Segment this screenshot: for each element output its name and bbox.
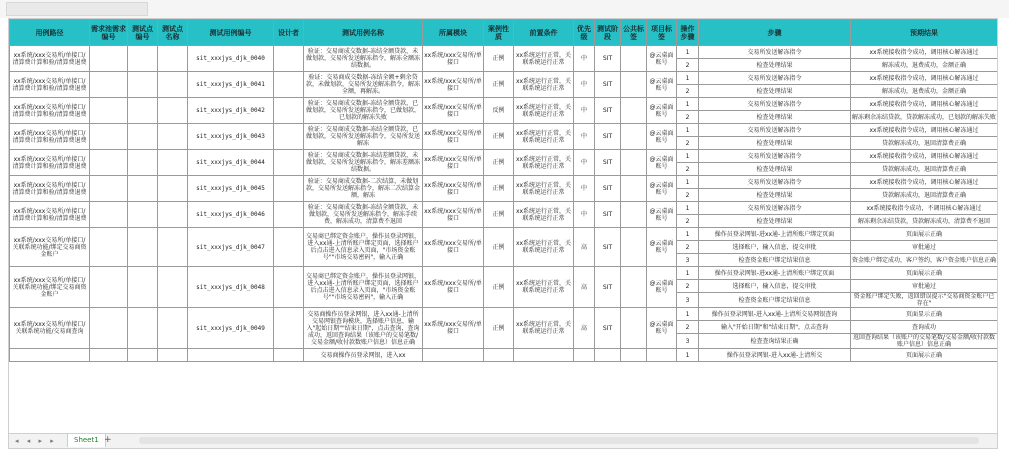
cell-stage[interactable]: SIT: [595, 98, 621, 124]
cell-point-name[interactable]: [158, 202, 188, 228]
header-cell-project-tag[interactable]: 项目标签: [647, 20, 677, 46]
cell-module[interactable]: xx系统/xxx交易所/单接口: [423, 72, 484, 98]
cell-step-no[interactable]: 1: [677, 124, 699, 137]
cell-designer[interactable]: [274, 349, 304, 362]
cell-expected[interactable]: 解冻剩余冻结贷款，贷款解冻成功，已划款的解冻失败: [851, 111, 998, 124]
cell-step[interactable]: 检查处理结果: [699, 163, 851, 176]
cell-project-tag[interactable]: @云桌面账号: [647, 124, 677, 150]
cell-point-name[interactable]: [158, 72, 188, 98]
header-cell-point-no[interactable]: 测试点编号: [128, 20, 158, 46]
cell-stage[interactable]: SIT: [595, 150, 621, 176]
cell-step[interactable]: 交易所发送解冻指令: [699, 124, 851, 137]
cell-step[interactable]: 交易所发送解冻指令: [699, 202, 851, 215]
cell-path[interactable]: xx系统/xxx交易所/单接口/清算费计算和验/清算费退费: [10, 176, 90, 202]
cell-step[interactable]: 检查处理结果: [699, 85, 851, 98]
cell-point-no[interactable]: [128, 202, 158, 228]
table-row: [10, 176, 998, 189]
cell-expected[interactable]: 解冻成功，退费成功，金额正确: [851, 85, 998, 98]
cell-path[interactable]: xx系统/xxx交易所/单接口/关联系统功能/绑定交易商资金账户: [10, 228, 90, 267]
cell-stage[interactable]: [595, 349, 621, 362]
cell-point-name[interactable]: [158, 228, 188, 267]
cell-precondition[interactable]: xx系统运行正常，关联系统运行正常: [514, 228, 574, 267]
header-cell-public-tag[interactable]: 公共标签: [621, 20, 647, 46]
cell-step-no[interactable]: 1: [677, 98, 699, 111]
cell-nature[interactable]: 正例: [484, 228, 514, 267]
cell-step-no[interactable]: 2: [677, 137, 699, 150]
cell-precondition[interactable]: xx系统运行正常，关联系统运行正常: [514, 176, 574, 202]
cell-module[interactable]: [423, 349, 484, 362]
cell-step[interactable]: 交易所发送解冻指令: [699, 46, 851, 59]
sheet-tab-bar: [8, 433, 998, 449]
cell-designer[interactable]: [274, 124, 304, 150]
cell-designer[interactable]: [274, 308, 304, 349]
cell-nature[interactable]: 正例: [484, 308, 514, 349]
cell-step[interactable]: 操作员登录网银-进xx通-上清所账户绑定页面: [699, 267, 851, 280]
cell-module[interactable]: xx系统/xxx交易所/单接口: [423, 46, 484, 72]
header-cell-case-id[interactable]: 测试用例编号: [188, 20, 274, 46]
table-row: [10, 228, 998, 241]
cell-expected[interactable]: 贷款解冻成功，退回清算费正确: [851, 137, 998, 150]
cell-priority[interactable]: 中: [574, 202, 595, 228]
cell-expected[interactable]: 贷款解冻成功，退回清算费正确: [851, 163, 998, 176]
cell-step[interactable]: 选择账户，输入信息，提交审批: [699, 280, 851, 293]
cell-project-tag[interactable]: @云桌面账号: [647, 228, 677, 267]
cell-point-name[interactable]: [158, 124, 188, 150]
header-cell-designer[interactable]: 设计者: [274, 20, 304, 46]
cell-public-tag[interactable]: [621, 98, 647, 124]
header-cell-nature[interactable]: 案例性质: [484, 20, 514, 46]
cell-req-id[interactable]: [90, 202, 128, 228]
cell-stage[interactable]: SIT: [595, 308, 621, 349]
cell-priority[interactable]: 高: [574, 308, 595, 349]
cell-point-name[interactable]: [158, 176, 188, 202]
cell-point-no[interactable]: [128, 267, 158, 308]
cell-case-id[interactable]: sit_xxxjys_djk_0045: [188, 176, 274, 202]
cell-point-name[interactable]: [158, 267, 188, 308]
cell-expected[interactable]: xx系统接收指令成功，不调用核心解冻通过: [851, 202, 998, 215]
cell-module[interactable]: xx系统/xxx交易所/单接口: [423, 176, 484, 202]
cell-point-no[interactable]: [128, 46, 158, 72]
sheet-nav-arrows-icon[interactable]: ◂ ◂ ▸ ▸: [15, 437, 57, 445]
cell-expected[interactable]: 页面展示正确: [851, 228, 998, 241]
cell-expected[interactable]: 页面展示正确: [851, 267, 998, 280]
cell-step-no[interactable]: 1: [677, 202, 699, 215]
cell-path[interactable]: xx系统/xxx交易所/单接口/清算费计算和验/清算费退费: [10, 124, 90, 150]
cell-expected[interactable]: 解冻剩余冻结贷款，贷款解冻成功，清算费不退回: [851, 215, 998, 228]
cell-case-id[interactable]: sit_xxxjys_djk_0042: [188, 98, 274, 124]
cell-step[interactable]: 操作员登录网银-进入xx通-上清所交易网银查询: [699, 308, 851, 321]
cell-step-no[interactable]: 2: [677, 280, 699, 293]
cell-step[interactable]: 检查处理结果: [699, 137, 851, 150]
spreadsheet-area[interactable]: [8, 18, 998, 435]
cell-path[interactable]: xx系统/xxx交易所/单接口/清算费计算和验/清算费退费: [10, 72, 90, 98]
table-body: [10, 46, 998, 362]
cell-step[interactable]: 交易所发送解冻指令: [699, 98, 851, 111]
cell-point-name[interactable]: [158, 46, 188, 72]
cell-case-id[interactable]: sit_xxxjys_djk_0041: [188, 72, 274, 98]
cell-step-no[interactable]: 2: [677, 215, 699, 228]
cell-expected[interactable]: xx系统接收指令成功，调用核心解冻通过: [851, 72, 998, 85]
table-row: [10, 150, 998, 163]
header-cell-path[interactable]: 用例路径: [10, 20, 90, 46]
header-cell-precondition[interactable]: 前置条件: [514, 20, 574, 46]
cell-step[interactable]: 操作员登录网银-进入xx通-上清所交: [699, 349, 851, 362]
cell-public-tag[interactable]: [621, 349, 647, 362]
cell-precondition[interactable]: xx系统运行正常，关联系统运行正常: [514, 46, 574, 72]
cell-module[interactable]: xx系统/xxx交易所/单接口: [423, 124, 484, 150]
cell-module[interactable]: xx系统/xxx交易所/单接口: [423, 202, 484, 228]
cell-req-id[interactable]: [90, 176, 128, 202]
table-row: [10, 308, 998, 321]
cell-precondition[interactable]: xx系统运行正常，关联系统运行正常: [514, 124, 574, 150]
horizontal-scrollbar[interactable]: [139, 437, 979, 444]
sheet-tab[interactable]: Sheet1: [67, 434, 106, 447]
cell-nature[interactable]: 正例: [484, 150, 514, 176]
header-cell-req-id[interactable]: 需求池需求编号: [90, 20, 128, 46]
test-case-table: [9, 19, 998, 362]
cell-expected[interactable]: 解冻成功，退费成功，金额正确: [851, 59, 998, 72]
cell-step-no[interactable]: 1: [677, 228, 699, 241]
cell-public-tag[interactable]: [621, 46, 647, 72]
cell-public-tag[interactable]: [621, 176, 647, 202]
cell-step[interactable]: 检查资金账户绑定结果信息: [699, 254, 851, 267]
cell-expected[interactable]: xx系统接收指令成功，调用核心解冻通过: [851, 150, 998, 163]
cell-step-no[interactable]: 2: [677, 321, 699, 334]
cell-point-no[interactable]: [128, 150, 158, 176]
cell-nature[interactable]: 正例: [484, 72, 514, 98]
toolbar-button[interactable]: [6, 2, 148, 16]
cell-req-id[interactable]: [90, 98, 128, 124]
header-row: [10, 20, 998, 46]
cell-expected[interactable]: 资金账户绑定成功，客户签约，客户资金账户信息正确: [851, 254, 998, 267]
cell-point-no[interactable]: [128, 228, 158, 267]
cell-expected[interactable]: xx系统接收指令成功，调用核心解冻通过: [851, 98, 998, 111]
cell-case-name[interactable]: 验证：交易商成交数据-冻结全额贷款，已做划款，交易所发送解冻指令，交易所发送解冻: [304, 124, 423, 150]
cell-step-no[interactable]: 1: [677, 72, 699, 85]
table-row: [10, 124, 998, 137]
cell-step[interactable]: 选择账户，输入信息，提交审批: [699, 241, 851, 254]
cell-req-id[interactable]: [90, 150, 128, 176]
header-cell-module[interactable]: 所属模块: [423, 20, 484, 46]
cell-expected[interactable]: 审批通过: [851, 241, 998, 254]
cell-project-tag[interactable]: @云桌面账号: [647, 150, 677, 176]
cell-precondition[interactable]: xx系统运行正常，关联系统运行正常: [514, 98, 574, 124]
cell-designer[interactable]: [274, 98, 304, 124]
cell-stage[interactable]: SIT: [595, 267, 621, 308]
cell-expected[interactable]: 返回查询结果（该账户的交易笔数/交易金额/收付款数账户信息）信息正确: [851, 334, 998, 349]
cell-nature[interactable]: 正例: [484, 124, 514, 150]
cell-req-id[interactable]: [90, 228, 128, 267]
cell-expected[interactable]: 页面展示正确: [851, 349, 998, 362]
cell-expected[interactable]: 资金账户绑定失败，返回错误提示"交易商资金账户已存在": [851, 293, 998, 308]
cell-precondition[interactable]: xx系统运行正常，关联系统运行正常: [514, 202, 574, 228]
cell-case-id[interactable]: sit_xxxjys_djk_0048: [188, 267, 274, 308]
cell-req-id[interactable]: [90, 46, 128, 72]
cell-case-name[interactable]: 验证：交易商成交数据-二次结算，未做划款，交易所发送解冻指令，解冻二次结算金额，解冻: [304, 176, 423, 202]
cell-module[interactable]: xx系统/xxx交易所/单接口: [423, 228, 484, 267]
cell-project-tag[interactable]: @云桌面账号: [647, 46, 677, 72]
cell-step[interactable]: 交易所发送解冻指令: [699, 176, 851, 189]
cell-point-no[interactable]: [128, 308, 158, 349]
header-cell-priority[interactable]: 优先级: [574, 20, 595, 46]
cell-nature[interactable]: 反例: [484, 98, 514, 124]
cell-step-no[interactable]: 1: [677, 46, 699, 59]
cell-point-name[interactable]: [158, 308, 188, 349]
cell-project-tag[interactable]: @云桌面账号: [647, 72, 677, 98]
cell-expected[interactable]: xx系统接收指令成功，调用核心解冻通过: [851, 124, 998, 137]
cell-nature[interactable]: [484, 349, 514, 362]
cell-expected[interactable]: xx系统接收指令成功，调用核心解冻通过: [851, 46, 998, 59]
cell-project-tag[interactable]: [647, 349, 677, 362]
cell-public-tag[interactable]: [621, 202, 647, 228]
app-toolbar: [0, 0, 1009, 18]
table-row: [10, 46, 998, 59]
cell-step[interactable]: 检查处理结果: [699, 215, 851, 228]
cell-path[interactable]: xx系统/xxx交易所/单接口/清算费计算和验/清算费退费: [10, 98, 90, 124]
cell-step[interactable]: 检查资金账户绑定结果信息: [699, 293, 851, 308]
cell-module[interactable]: xx系统/xxx交易所/单接口: [423, 267, 484, 308]
cell-case-name[interactable]: 交易商已绑定资金账户，操作员登录网银，进入xx通-上清所账户绑定页面，选择账户后点击进入信息录入页面，"市场资金账号""市场交易密码"，输入正确: [304, 228, 423, 267]
cell-path[interactable]: [10, 349, 90, 362]
cell-step-no[interactable]: 2: [677, 59, 699, 72]
header-cell-step[interactable]: 步骤: [699, 20, 851, 46]
cell-precondition[interactable]: xx系统运行正常，关联系统运行正常: [514, 308, 574, 349]
cell-point-name[interactable]: [158, 98, 188, 124]
cell-point-no[interactable]: [128, 176, 158, 202]
cell-point-no[interactable]: [128, 124, 158, 150]
cell-case-name[interactable]: 验证：交易商成交数据-冻结差额贷款，未做划款，交易所发送解冻指令，解冻差额冻结数据。: [304, 150, 423, 176]
add-sheet-icon[interactable]: +: [104, 435, 112, 445]
cell-designer[interactable]: [274, 150, 304, 176]
cell-case-id[interactable]: sit_xxxjys_djk_0047: [188, 228, 274, 267]
cell-public-tag[interactable]: [621, 124, 647, 150]
cell-case-id[interactable]: sit_xxxjys_djk_0049: [188, 308, 274, 349]
cell-nature[interactable]: 正例: [484, 46, 514, 72]
cell-step[interactable]: 检查处理结果: [699, 59, 851, 72]
cell-public-tag[interactable]: [621, 267, 647, 308]
cell-expected[interactable]: 查询成功: [851, 321, 998, 334]
cell-designer[interactable]: [274, 72, 304, 98]
cell-point-name[interactable]: [158, 150, 188, 176]
cell-path[interactable]: xx系统/xxx交易所/单接口/清算费计算和验/清算费退费: [10, 202, 90, 228]
cell-case-id[interactable]: [188, 349, 274, 362]
cell-step-no[interactable]: 1: [677, 349, 699, 362]
header-cell-step-no[interactable]: 操作步骤: [677, 20, 699, 46]
cell-step[interactable]: 操作员登录网银-进xx通-上清所账户绑定页面: [699, 228, 851, 241]
cell-step[interactable]: 检查查询结果正确: [699, 334, 851, 349]
header-cell-case-name[interactable]: 测试用例名称: [304, 20, 423, 46]
cell-nature[interactable]: 正例: [484, 202, 514, 228]
cell-req-id[interactable]: [90, 308, 128, 349]
cell-case-name[interactable]: 验证：交易商成交数据-冻结全额贷款，未做划款，交易所发送解冻指令，解冻全额冻结数据。: [304, 46, 423, 72]
cell-nature[interactable]: 正例: [484, 176, 514, 202]
cell-stage[interactable]: SIT: [595, 46, 621, 72]
cell-step[interactable]: 检查处理结果: [699, 189, 851, 202]
cell-expected[interactable]: 审批通过: [851, 280, 998, 293]
cell-public-tag[interactable]: [621, 72, 647, 98]
cell-designer[interactable]: [274, 267, 304, 308]
cell-case-id[interactable]: sit_xxxjys_djk_0043: [188, 124, 274, 150]
cell-priority[interactable]: 高: [574, 228, 595, 267]
cell-module[interactable]: xx系统/xxx交易所/单接口: [423, 98, 484, 124]
cell-point-no[interactable]: [128, 349, 158, 362]
cell-precondition[interactable]: xx系统运行正常，关联系统运行正常: [514, 72, 574, 98]
cell-priority[interactable]: 中: [574, 46, 595, 72]
table-row: [10, 202, 998, 215]
cell-path[interactable]: xx系统/xxx交易所/单接口/关联系统功能/交易商查询: [10, 308, 90, 349]
header-cell-stage[interactable]: 测试阶段: [595, 20, 621, 46]
cell-step[interactable]: 交易所发送解冻指令: [699, 72, 851, 85]
cell-step-no[interactable]: 1: [677, 176, 699, 189]
cell-case-name[interactable]: 交易商已绑定资金账户，操作员登录网银，进入xx通-上清所账户绑定页面，选择账户后点击进入信息录入页面，"市场资金账号""市场交易密码"，输入正确: [304, 267, 423, 308]
cell-designer[interactable]: [274, 228, 304, 267]
cell-case-name[interactable]: 交易商操作员登录网银，进入xx通-上清所交易网银查询模块，选择账户信息，输入"起始日期""结束日期"，点击查询，查询成功，返回查询结果（该账户的交易笔数/交易金额/收付款数账户信息）信息正确: [304, 308, 423, 349]
cell-designer[interactable]: [274, 202, 304, 228]
cell-step-no[interactable]: 2: [677, 163, 699, 176]
cell-step-no[interactable]: 3: [677, 254, 699, 267]
table-row: [10, 349, 998, 362]
cell-project-tag[interactable]: @云桌面账号: [647, 176, 677, 202]
cell-step-no[interactable]: 3: [677, 293, 699, 308]
cell-step-no[interactable]: 2: [677, 189, 699, 202]
cell-req-id[interactable]: [90, 267, 128, 308]
cell-case-id[interactable]: sit_xxxjys_djk_0044: [188, 150, 274, 176]
cell-priority[interactable]: 高: [574, 267, 595, 308]
cell-stage[interactable]: SIT: [595, 124, 621, 150]
cell-priority[interactable]: [574, 349, 595, 362]
cell-priority[interactable]: 中: [574, 98, 595, 124]
cell-case-name[interactable]: 验证：交易商成交数据-冻结全额贷款，未做划款，交易所发送解冻指令，解冻手续费，解冻成功，清算费不退回: [304, 202, 423, 228]
cell-stage[interactable]: SIT: [595, 176, 621, 202]
cell-nature[interactable]: 正例: [484, 267, 514, 308]
cell-priority[interactable]: 中: [574, 72, 595, 98]
cell-step-no[interactable]: 1: [677, 150, 699, 163]
cell-step[interactable]: 检查处理结果: [699, 111, 851, 124]
cell-precondition[interactable]: xx系统运行正常，关联系统运行正常: [514, 150, 574, 176]
cell-case-id[interactable]: sit_xxxjys_djk_0046: [188, 202, 274, 228]
cell-public-tag[interactable]: [621, 150, 647, 176]
cell-req-id[interactable]: [90, 124, 128, 150]
cell-step-no[interactable]: 1: [677, 267, 699, 280]
cell-point-no[interactable]: [128, 98, 158, 124]
cell-priority[interactable]: 中: [574, 150, 595, 176]
cell-module[interactable]: xx系统/xxx交易所/单接口: [423, 308, 484, 349]
header-cell-expected[interactable]: 预期结果: [851, 20, 998, 46]
cell-project-tag[interactable]: @云桌面账号: [647, 98, 677, 124]
cell-step-no[interactable]: 2: [677, 85, 699, 98]
table-row: [10, 267, 998, 280]
cell-step-no[interactable]: 2: [677, 241, 699, 254]
cell-step[interactable]: 输入"开始日期"和"结束日期"，点击查询: [699, 321, 851, 334]
table-row: [10, 72, 998, 85]
cell-project-tag[interactable]: @云桌面账号: [647, 308, 677, 349]
cell-module[interactable]: xx系统/xxx交易所/单接口: [423, 150, 484, 176]
cell-stage[interactable]: SIT: [595, 228, 621, 267]
cell-step-no[interactable]: 2: [677, 111, 699, 124]
cell-req-id[interactable]: [90, 349, 128, 362]
cell-precondition[interactable]: xx系统运行正常，关联系统运行正常: [514, 267, 574, 308]
header-cell-point-name[interactable]: 测试点名称: [158, 20, 188, 46]
cell-project-tag[interactable]: @云桌面账号: [647, 267, 677, 308]
cell-designer[interactable]: [274, 176, 304, 202]
cell-path[interactable]: xx系统/xxx交易所/单接口/关联系统功能/绑定交易商资金账户: [10, 267, 90, 308]
cell-point-name[interactable]: [158, 349, 188, 362]
cell-case-name[interactable]: 验证：交易商成交数据-冻结全额贷款，已做划款，交易所发送解冻指令，已做划款，已划款的解冻失败: [304, 98, 423, 124]
cell-point-no[interactable]: [128, 72, 158, 98]
cell-public-tag[interactable]: [621, 228, 647, 267]
cell-stage[interactable]: SIT: [595, 202, 621, 228]
cell-designer[interactable]: [274, 46, 304, 72]
cell-req-id[interactable]: [90, 72, 128, 98]
cell-step[interactable]: 交易所发送解冻指令: [699, 150, 851, 163]
cell-step-no[interactable]: 3: [677, 334, 699, 349]
cell-expected[interactable]: 页面显示正确: [851, 308, 998, 321]
cell-public-tag[interactable]: [621, 308, 647, 349]
cell-case-id[interactable]: sit_xxxjys_djk_0040: [188, 46, 274, 72]
cell-priority[interactable]: 中: [574, 176, 595, 202]
cell-stage[interactable]: SIT: [595, 72, 621, 98]
cell-path[interactable]: xx系统/xxx交易所/单接口/清算费计算和验/清算费退费: [10, 46, 90, 72]
cell-case-name[interactable]: 验证：交易商成交数据-冻结全额+剩余贷款，未做划款，交易所发送解冻指令，解冻全额，再解冻。: [304, 72, 423, 98]
cell-priority[interactable]: 中: [574, 124, 595, 150]
table-row: [10, 98, 998, 111]
cell-path[interactable]: xx系统/xxx交易所/单接口/清算费计算和验/清算费退费: [10, 150, 90, 176]
cell-precondition[interactable]: [514, 349, 574, 362]
cell-project-tag[interactable]: @云桌面账号: [647, 202, 677, 228]
cell-step-no[interactable]: 1: [677, 308, 699, 321]
cell-expected[interactable]: 贷款解冻成功，退回清算费正确: [851, 189, 998, 202]
cell-expected[interactable]: xx系统接收指令成功，调用核心解冻通过: [851, 176, 998, 189]
cell-case-name[interactable]: 交易商操作员登录网银，进入xx: [304, 349, 423, 362]
